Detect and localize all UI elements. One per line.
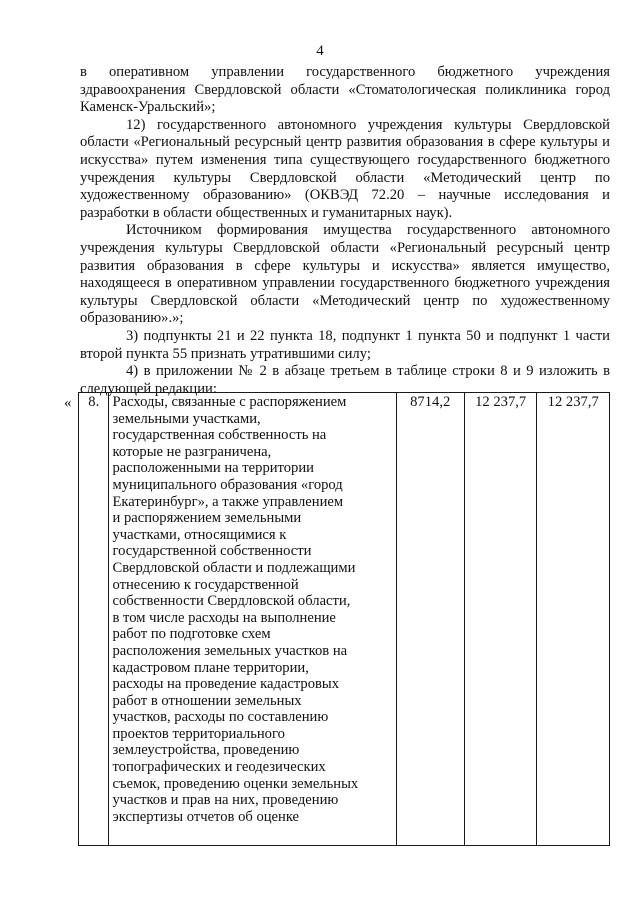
description-line: и распоряжением земельными bbox=[112, 510, 302, 527]
description-line: участками, относящимися к bbox=[112, 526, 287, 543]
description-line: работ в отношении земельных bbox=[112, 692, 302, 709]
description-line: расположения земельных участков на bbox=[112, 642, 348, 659]
description-line: топографических и геодезических bbox=[112, 759, 326, 776]
description-line: расходы на проведение кадастровых bbox=[112, 676, 339, 693]
description-line: участков, расходы по составлению bbox=[112, 709, 329, 726]
description-line: съемок, проведению оценки земельных bbox=[112, 775, 359, 792]
description-line: Свердловской области и подлежащими bbox=[112, 559, 356, 576]
description-line: собственности Свердловской области, bbox=[112, 593, 351, 610]
description-line: в том числе расходы на выполнение bbox=[112, 609, 336, 626]
expenses-table bbox=[78, 392, 610, 846]
paragraph-2: 12) государственного автономного учреждения культуры Свердловской области «Региональный ресурсный центр развития образования в сфере культуры и искусства» путем изменения типа существующего государственного бюджетного учреждения культуры Свердловской области «Методический центр по художественному образованию» (ОКВЭД 72.20 – научные исследования и разработки в области общественных и гуманитарных наук). bbox=[80, 116, 610, 221]
description-line: муниципального образования «город bbox=[112, 476, 343, 493]
description-line: Екатеринбург», а также управлением bbox=[112, 493, 344, 510]
description-line: Расходы, связанные с распоряжением bbox=[112, 394, 347, 410]
opening-quote: « bbox=[64, 395, 72, 411]
paragraph-1: в оперативном управлении государственного бюджетного учреждения здравоохранения Свердловской области «Стоматологическая поликлиника город Каменск-Уральский»; bbox=[80, 64, 610, 116]
table-row bbox=[79, 393, 610, 846]
row-number: 8. bbox=[79, 393, 109, 846]
description-line: государственная собственность на bbox=[112, 427, 327, 444]
document-body bbox=[80, 64, 610, 398]
value-column-2: 12 237,7 bbox=[464, 393, 537, 846]
description-line: экспертизы отчетов об оценке bbox=[112, 808, 300, 825]
description-line: которые не разграничена, bbox=[112, 443, 272, 460]
row-description bbox=[109, 393, 396, 846]
description-line: участков и прав на них, проведению bbox=[112, 792, 339, 809]
description-line: землеустройства, проведению bbox=[112, 742, 300, 759]
description-line: государственной собственности bbox=[112, 543, 312, 560]
value-column-3: 12 237,7 bbox=[537, 393, 610, 846]
page-number: 4 bbox=[316, 43, 324, 59]
description-line: проектов территориального bbox=[112, 725, 285, 742]
paragraph-4: 3) подпункты 21 и 22 пункта 18, подпункт 1 пункта 50 и подпункт 1 части второй пункта 55 признать утратившими силу; bbox=[80, 327, 610, 362]
paragraph-3: Источником формирования имущества государственного автономного учреждения культуры Свердловской области «Региональный ресурсный центр развития образования в сфере культуры и искусства» является имущество, находящееся в оперативном управлении государственного бюджетного учреждения культуры Свердловской области «Методический центр по художественному образованию».»; bbox=[80, 222, 610, 327]
description-line: кадастровом плане территории, bbox=[112, 659, 309, 676]
description-line: отнесению к государственной bbox=[112, 576, 299, 593]
value-column-1: 8714,2 bbox=[396, 393, 464, 846]
paragraph-5: 4) в приложении № 2 в абзаце третьем в таблице строки 8 и 9 изложить в следующей редакции: bbox=[80, 363, 610, 397]
description-line: расположенными на территории bbox=[112, 460, 314, 477]
description-line: земельными участками, bbox=[112, 410, 261, 427]
description-line: работ по подготовке схем bbox=[112, 626, 271, 643]
